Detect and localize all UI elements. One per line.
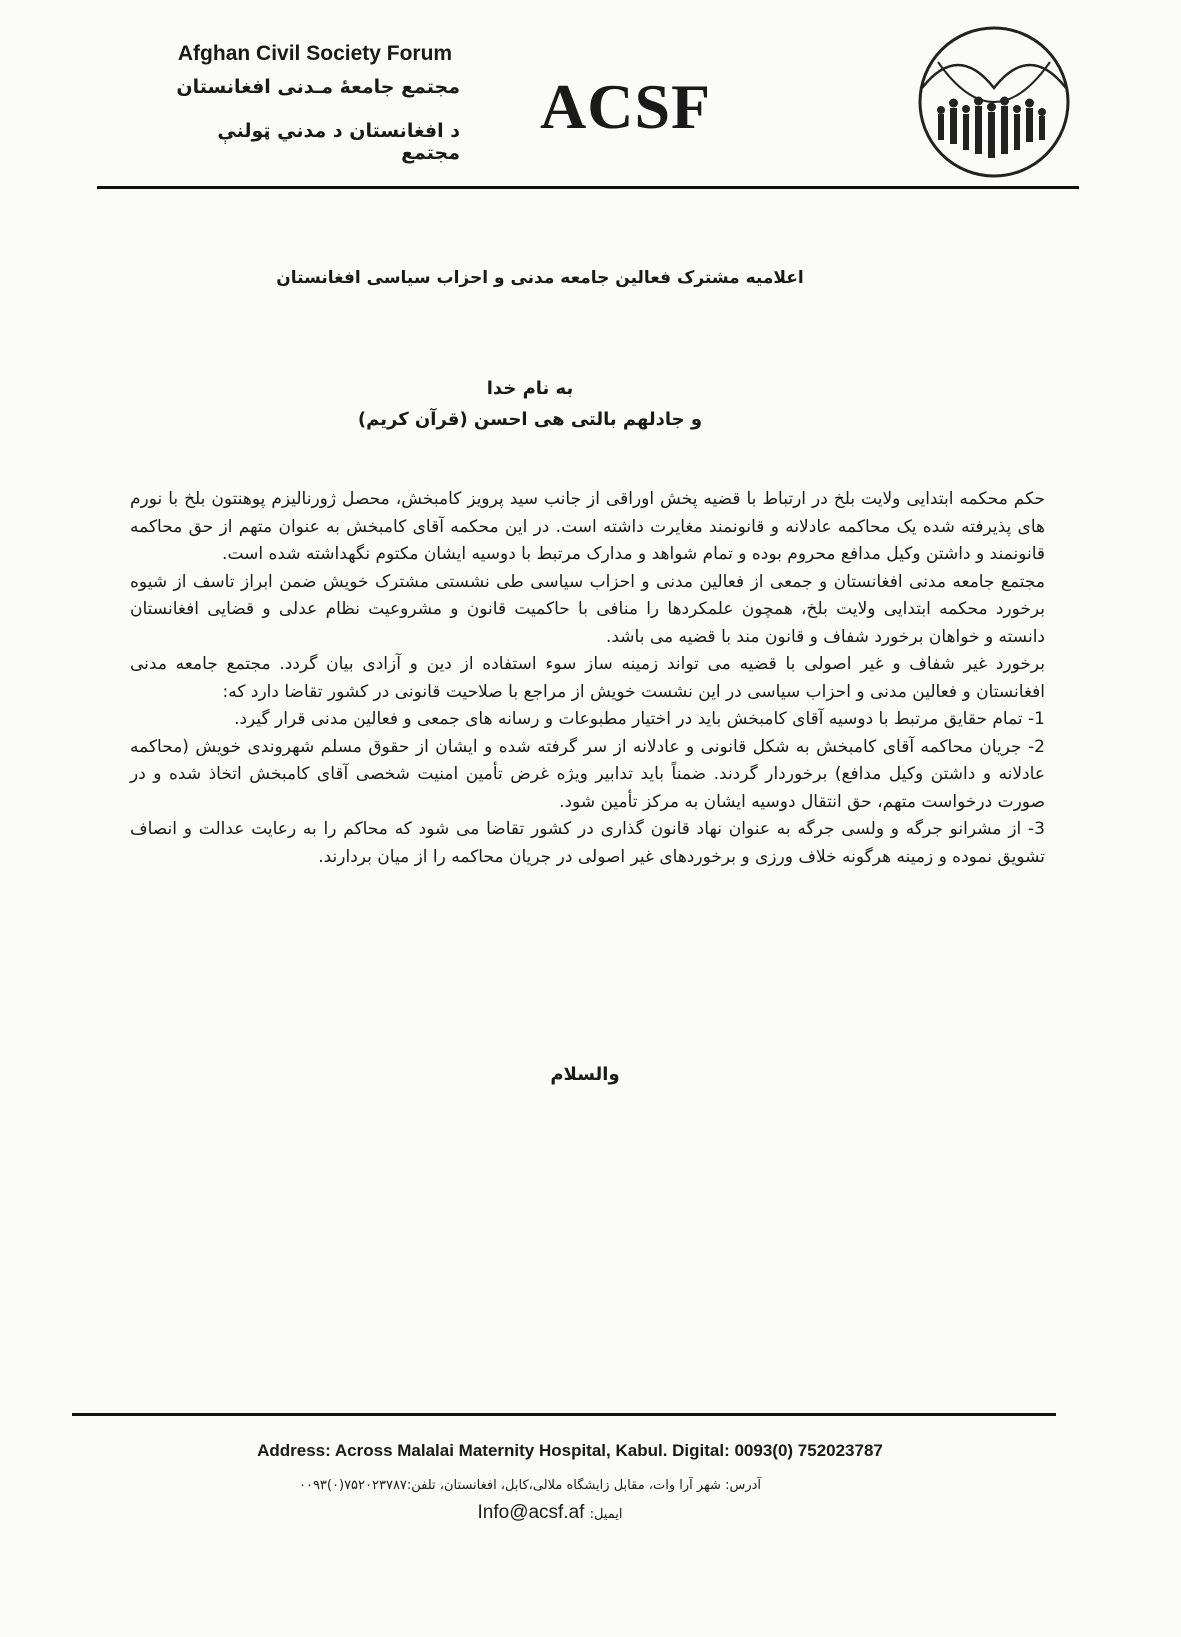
invocation-line-1: به نام خدا xyxy=(486,378,574,399)
org-name-english: Afghan Civil Society Forum xyxy=(177,42,453,65)
footer-divider xyxy=(72,1413,1056,1416)
body-paragraph: برخورد غیر شفاف و غیر اصولی با قضیه می تواند زمینه ساز سوء استفاده از دین و آزادی بیان گردد. مجتمع جامعه مدنی افغانستان و فعالین مدنی و احزاب سیاسی در این نشست خویش از مراجع با صلاحیت قانونی در کشور تقاضا دارد که: xyxy=(130,654,1045,702)
invocation-line-2: و جادلهم بالتی هی احسن (قرآن کریم) xyxy=(357,409,703,430)
civil-society-people-circle-icon xyxy=(918,22,1070,182)
demand-item-3: 3- از مشرانو جرگه و ولسی جرگه به عنوان نهاد قانون گذاری در کشور تقاضا می شود که محاکم را به رعایت عدالت و انصاف تشویق نموده و زمینه هرگونه خلاف ورزی و برخوردهای غیر اصولی در جریان محاکمه را از میان بردارند. xyxy=(130,819,1045,867)
body-paragraph: حکم محکمه ابتدایی ولایت بلخ در ارتباط با قضیه پخش اوراقی از جانب سید پرویز کامبخش، محصل ژورنالیزم پوهنتون بلخ با نورم های پذیرفته شده یک محاکمه عادلانه و قانونمند مغایرت داشته است. در این محکمه آقای کامبخش به عنوان متهم از حق محاکمه قانونمند و داشتن وکیل مدافع محروم بوده و تمام شواهد و مدارک مرتبط با دوسیه ایشان مکتوم نگهداشته شده است. xyxy=(130,489,1045,564)
org-name-block xyxy=(170,42,460,164)
email-address: Info@acsf.af xyxy=(477,1502,585,1523)
demand-item-2: 2- جریان محاکمه آقای کامبخش به شکل قانونی و عادلانه از سر گرفته شده و ایشان از حقوق مسلم شهروندی خویش (محاکمه عادلانه و داشتن وکیل مدافع) برخوردار گردند. ضمناً باید تدابیر ویژه غرض تأمین امنیت شخصی آقای کامبخش اتخاذ شده و در صورت درخواست متهم، حق انتقال دوسیه ایشان به مرکز تأمین شود. xyxy=(130,736,1045,812)
org-name-pashto: د افغانستان د مدني ټولنې مجتمع xyxy=(217,120,460,164)
org-name-dari: مجتمع جامعهٔ مـدنی افغانستان xyxy=(176,76,460,98)
invocation xyxy=(330,378,730,440)
org-acronym: ACSF xyxy=(540,71,712,142)
address-dari: آدرس: شهر آرا وات، مقابل زایشگاه ملالی،کابل، افغانستان، تلفن:۷۵۲۰۲۳۷۸۷(۰)۰۰۹۳ xyxy=(298,1478,761,1493)
header-divider xyxy=(97,186,1079,189)
demand-item-1: 1- تمام حقایق مرتبط با دوسیه آقای کامبخش باید در اختیار مطبوعات و رسانه های جمعی و فعالین مدنی قرار گیرد. xyxy=(234,709,1045,729)
email-row xyxy=(420,1502,680,1524)
closing-salutation: والسلام xyxy=(550,1064,620,1085)
statement-body xyxy=(130,486,1045,871)
body-paragraph: مجتمع جامعه مدنی افغانستان و جمعی از فعالین مدنی و احزاب سیاسی طی نشستی مشترک خویش ضمن ابراز تاسف از شیوه برخورد محکمه ابتدایی ولایت بلخ، همچون علمکردها را منافی با حاکمیت قانون و مشروعیت نظام عدلی و قضایی افغانستان دانسته و خواهان برخورد شفاف و قانون مند با قضیه می باشد. xyxy=(130,571,1045,647)
email-label: ایمیل: xyxy=(589,1507,623,1522)
address-english: Address: Across Malalai Maternity Hospital, Kabul. Digital: 0093(0) 752023787 xyxy=(257,1441,883,1460)
document-title: اعلامیه مشترک فعالین جامعه مدنی و احزاب سیاسی افغانستان xyxy=(276,268,804,288)
